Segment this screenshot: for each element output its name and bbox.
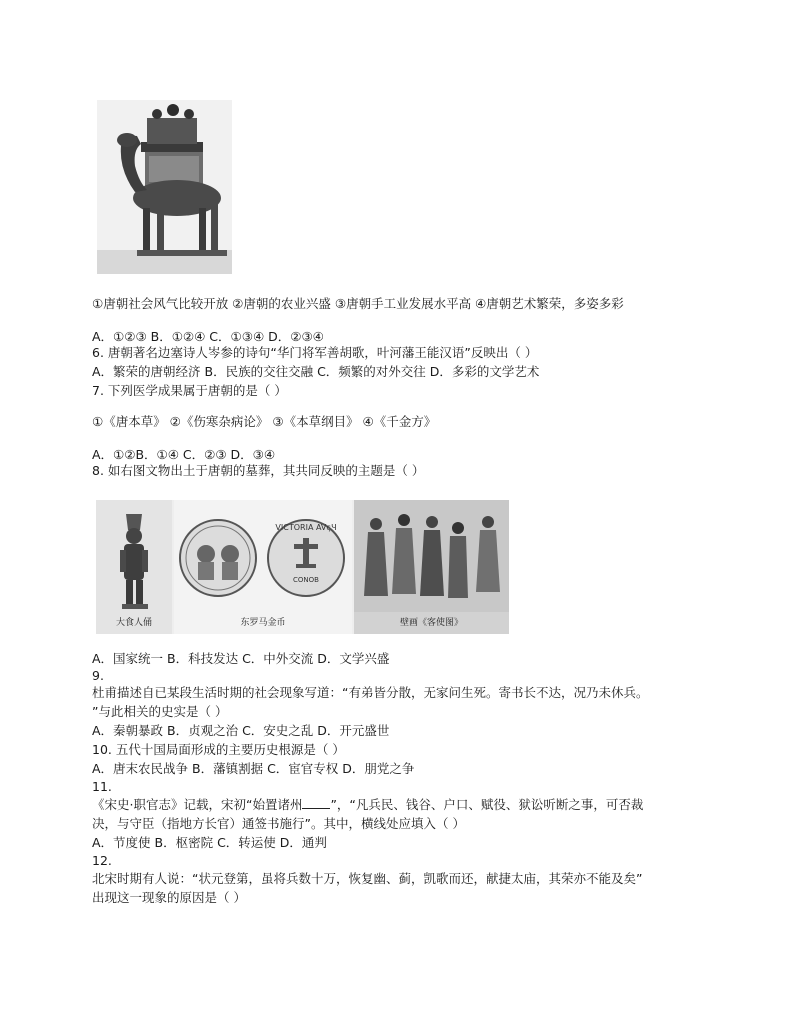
q9-stem-line1: 杜甫描述自已某段生活时期的社会现象写道：“有弟皆分散，无家问生死。寄书长不达，况乃未休兵。	[92, 685, 649, 700]
envoy-mural-caption: 壁画《客使图》	[399, 618, 463, 628]
q11-stem-line1-part1: 《宋史·职官志》记载，宋初“始置诸州	[92, 797, 303, 812]
coin-mark: CONOB	[293, 576, 319, 584]
q4-options: A．①②③ B．①②④ C．①③④ D．②③④	[92, 329, 324, 344]
q9-number: 9.	[92, 668, 104, 683]
byzantine-coins-drawing	[174, 500, 352, 634]
q6-options: A．繁荣的唐朝经济 B．民族的交往交融 C．频繁的对外交往 D．多彩的文学艺术	[92, 364, 540, 379]
q12-stem-line2: 出现这一现象的原因是（ ）	[92, 890, 246, 905]
q9-options: A．秦朝暴政 B．贞观之治 C．安史之乱 D．开元盛世	[92, 723, 390, 738]
q7-options: A．①②B．①④ C．②③ D．③④	[92, 447, 276, 462]
q11-stem-line2: 决，与守臣（指地方长官）通签书施行”。其中，横线处应填入（ ）	[92, 816, 465, 831]
q11-fill-blank	[302, 797, 330, 809]
byzantine-coins-panel	[174, 500, 352, 634]
q9-stem-line2: ”与此相关的史实是（ ）	[92, 704, 228, 719]
envoy-mural-panel	[354, 500, 509, 634]
dashi-figurine-drawing	[96, 500, 172, 634]
envoy-mural-drawing	[354, 500, 509, 634]
q12-number: 12.	[92, 853, 112, 868]
camel-figurine-drawing	[97, 100, 232, 274]
q8-stem: 8. 如右图文物出土于唐朝的墓葬，其共同反映的主题是（ ）	[92, 463, 425, 478]
camel-figurine-image	[97, 100, 232, 274]
q7-stem: 7. 下列医学成果属于唐朝的是（ ）	[92, 383, 287, 398]
byzantine-coins-caption: 东罗马金币	[240, 618, 286, 628]
q11-options: A．节度使 B．枢密院 C．转运使 D．通判	[92, 835, 327, 850]
dashi-figurine-panel	[96, 500, 172, 634]
q10-stem: 10. 五代十国局面形成的主要历史根源是（ ）	[92, 742, 345, 757]
q8-options: A．国家统一 B．科技发达 C．中外交流 D．文学兴盛	[92, 651, 390, 666]
q11-number: 11.	[92, 779, 112, 794]
coin-legend: VICTORIA AVςЧ	[275, 523, 337, 532]
q11-stem-line1	[92, 797, 643, 813]
q10-options: A．唐末农民战争 B．藩镇割据 C．宦官专权 D．朋党之争	[92, 761, 415, 776]
artifacts-figure	[96, 500, 509, 634]
q11-stem-line1-part2: ”，“凡兵民、钱谷、户口、赋役、狱讼听断之事，可否裁	[330, 797, 644, 812]
dashi-figurine-caption: 大食人俑	[115, 618, 152, 628]
q12-stem-line1: 北宋时期有人说：“状元登第，虽将兵数十万，恢复幽、蓟，凯歌而还，献捷太庙，其荣亦不能及矣”	[92, 871, 643, 886]
q6-stem: 6. 唐朝著名边塞诗人岑参的诗句“华门将军善胡歌，叶河藩王能汉语”反映出（ ）	[92, 345, 538, 360]
q7-items: ①《唐本草》 ②《伤寒杂病论》 ③《本草纲目》 ④《千金方》	[92, 414, 437, 429]
q4-statement-items: ①唐朝社会风气比较开放 ②唐朝的农业兴盛 ③唐朝手工业发展水平高 ④唐朝艺术繁荣，多姿多彩	[92, 296, 624, 311]
